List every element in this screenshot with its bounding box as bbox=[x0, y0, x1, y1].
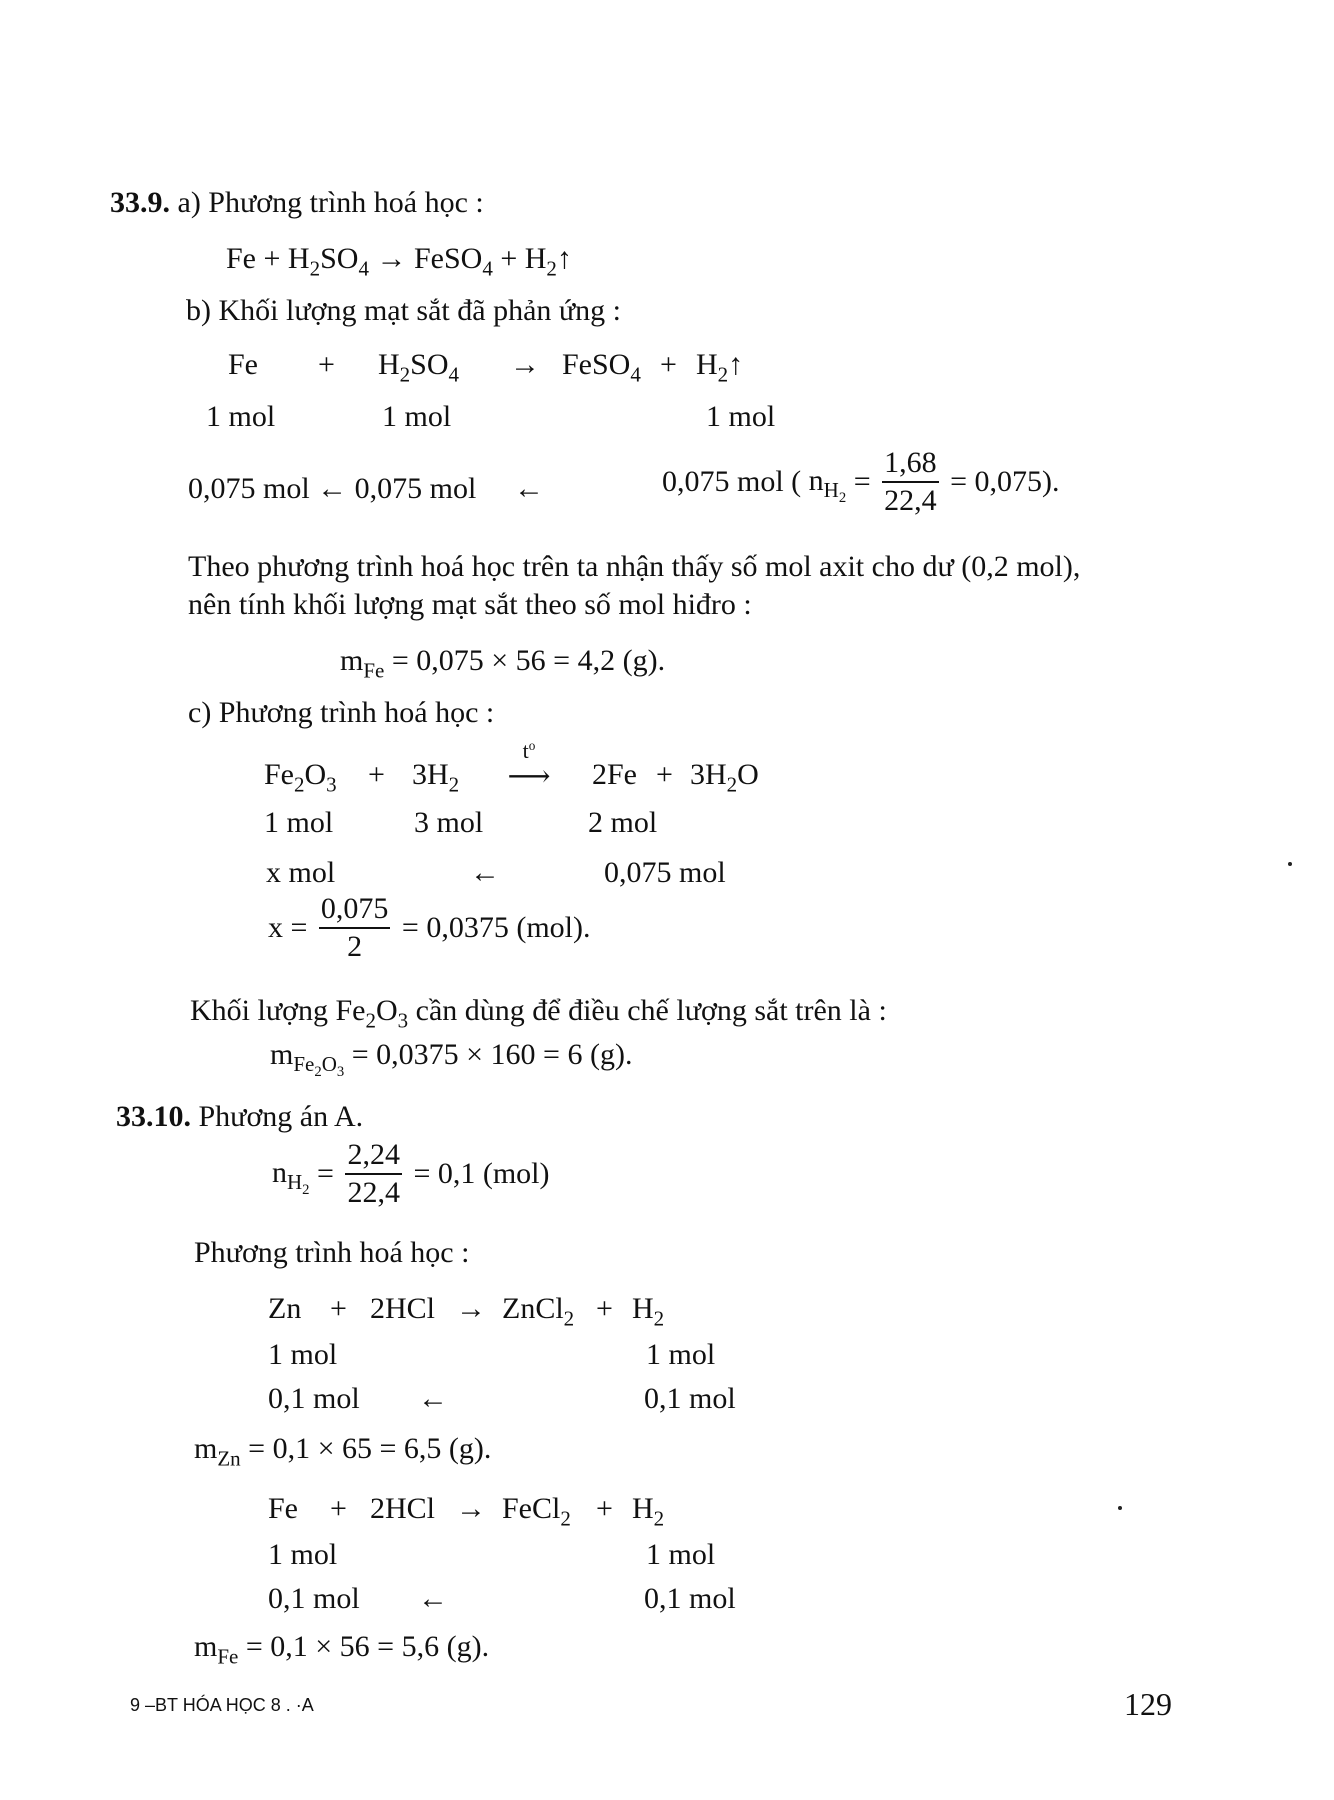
plus-sign: + bbox=[656, 758, 673, 791]
reactant: $Fe_2O_3$ bbox=[264, 758, 337, 797]
left-arrow-icon: ← bbox=[418, 1382, 448, 1415]
product: $3H_2O$ bbox=[690, 758, 759, 797]
plus-sign: + bbox=[368, 758, 385, 791]
mol-amount: 0,075 mol bbox=[604, 856, 726, 889]
product: FeSO$_4$ bbox=[562, 348, 641, 387]
problem-33-9-heading bbox=[110, 188, 484, 218]
product: FeCl$_2$ bbox=[502, 1492, 571, 1531]
mol-ratio: 1 mol bbox=[706, 400, 776, 433]
product: $H_2↑$ bbox=[524, 242, 572, 281]
reactant: $H_2SO_4$ bbox=[287, 242, 369, 281]
mol-amount: 0,075 mol ← 0,075 mol bbox=[188, 472, 477, 505]
product: ZnCl$_2$ bbox=[502, 1292, 575, 1331]
mol-ratio: 1 mol bbox=[268, 1338, 338, 1371]
plus-sign: + bbox=[263, 242, 281, 275]
gas-arrow-icon: ↑ bbox=[556, 242, 572, 275]
mol-amount: 0,1 mol bbox=[268, 1382, 360, 1415]
part-b-heading: b) Khối lượng mạt sắt đã phản ứng : bbox=[186, 294, 621, 327]
reactant: 2HCl bbox=[370, 1492, 436, 1525]
scan-artifact bbox=[1288, 862, 1292, 866]
mol-ratio: 1 mol bbox=[646, 1338, 716, 1371]
heated-reaction-arrow-icon: $t^o$ ⟶ bbox=[507, 738, 551, 793]
plus-sign: + bbox=[596, 1492, 613, 1525]
reaction-arrow-icon: → bbox=[510, 348, 540, 381]
problem-label: 33.10. bbox=[116, 1100, 191, 1133]
reactant: Zn bbox=[268, 1292, 302, 1325]
plus-sign: + bbox=[330, 1292, 347, 1325]
plus-sign: + bbox=[500, 242, 518, 275]
gas-arrow-icon: ↑ bbox=[728, 348, 744, 381]
x-calculation: x = $\frac{0,075}{2}$ = 0,0375 (mol). bbox=[268, 892, 591, 963]
mol-ratio: 1 mol bbox=[264, 806, 334, 839]
note-line-2: nên tính khối lượng mạt sắt theo số mol hiđro : bbox=[188, 588, 752, 621]
problem-33-10-heading bbox=[116, 1102, 363, 1132]
product: FeSO$_4$ bbox=[413, 242, 493, 281]
mass-zn-result: $m_{Zn} = 0,1 \times 65 = 6,5$ (g). bbox=[194, 1432, 492, 1471]
footer-book-title: 9 –BT HÓA HỌC 8 . ·A bbox=[130, 1695, 314, 1715]
reactant: $H_2SO_4$ bbox=[378, 348, 460, 387]
mol-ratio: 2 mol bbox=[588, 806, 658, 839]
plus-sign: + bbox=[596, 1292, 613, 1325]
eq-heading: Phương trình hoá học : bbox=[194, 1236, 470, 1269]
mol-amount: 0,1 mol bbox=[644, 1382, 736, 1415]
mol-amount: x mol bbox=[266, 856, 336, 889]
fraction: $\frac{1,68}{22,4}$ bbox=[884, 446, 937, 517]
nh2-calculation: $n_{H_2}$ = $\frac{2,24}{22,4}$ = 0,1 (mol) bbox=[272, 1138, 550, 1209]
product: $H_2↑$ bbox=[696, 348, 744, 387]
mol-ratio: 3 mol bbox=[414, 806, 484, 839]
mol-ratio: 1 mol bbox=[382, 400, 452, 433]
reactant: 2HCl bbox=[370, 1292, 436, 1325]
page-number: 129 bbox=[1124, 1686, 1172, 1722]
mol-ratio: 1 mol bbox=[646, 1538, 716, 1571]
reaction-arrow-icon: → bbox=[456, 1292, 486, 1325]
fraction: $\frac{0,075}{2}$ bbox=[320, 892, 389, 963]
reaction-arrow-icon: → bbox=[376, 242, 407, 275]
answer-choice: Phương án A. bbox=[198, 1100, 364, 1133]
left-arrow-icon: ← bbox=[514, 472, 544, 505]
part-c-heading: c) Phương trình hoá học : bbox=[188, 696, 495, 729]
note-line-1: Theo phương trình hoá học trên ta nhận thấy số mol axit cho dư (0,2 mol), bbox=[188, 550, 1081, 583]
reaction-arrow-icon: → bbox=[456, 1492, 486, 1525]
fraction: $\frac{2,24}{22,4}$ bbox=[347, 1138, 400, 1209]
equation-fe-h2so4 bbox=[226, 242, 572, 281]
reactant: $3H_2$ bbox=[412, 758, 460, 797]
fe2o3-mass-intro: Khối lượng $Fe_2O_3$ cần dùng để điều chế lượng sắt trên là : bbox=[190, 994, 887, 1033]
plus-sign: + bbox=[318, 348, 335, 381]
reactant: Fe bbox=[228, 348, 258, 381]
nh2-calculation: 0,075 mol ( $n_{H_2}$ = $\frac{1,68}{22,4}$ = 0,075). bbox=[662, 446, 1060, 517]
mol-amount: 0,1 mol bbox=[268, 1582, 360, 1615]
scan-artifact bbox=[1118, 1506, 1122, 1510]
product: $H_2$ bbox=[632, 1492, 665, 1531]
mass-fe-result: $m_{Fe} = 0,075 \times 56 = 4,2$ (g). bbox=[340, 644, 666, 683]
plus-sign: + bbox=[660, 348, 677, 381]
part-a-heading: a) Phương trình hoá học : bbox=[177, 186, 484, 219]
reactant: Fe bbox=[226, 242, 256, 275]
mass-fe2o3-result: $m_{Fe_2O_3} = 0,0375 \times 160 = 6$ (g). bbox=[270, 1038, 633, 1081]
product: 2Fe bbox=[592, 758, 637, 791]
mol-ratio: 1 mol bbox=[206, 400, 276, 433]
problem-label: 33.9. bbox=[110, 186, 170, 219]
left-arrow-icon: ← bbox=[418, 1582, 448, 1615]
mass-fe-result-2: $m_{Fe} = 0,1 \times 56 = 5,6$ (g). bbox=[194, 1630, 490, 1669]
left-arrow-icon: ← bbox=[470, 856, 500, 889]
mol-ratio: 1 mol bbox=[268, 1538, 338, 1571]
mol-amount: 0,1 mol bbox=[644, 1582, 736, 1615]
plus-sign: + bbox=[330, 1492, 347, 1525]
product: $H_2$ bbox=[632, 1292, 665, 1331]
reactant: Fe bbox=[268, 1492, 298, 1525]
